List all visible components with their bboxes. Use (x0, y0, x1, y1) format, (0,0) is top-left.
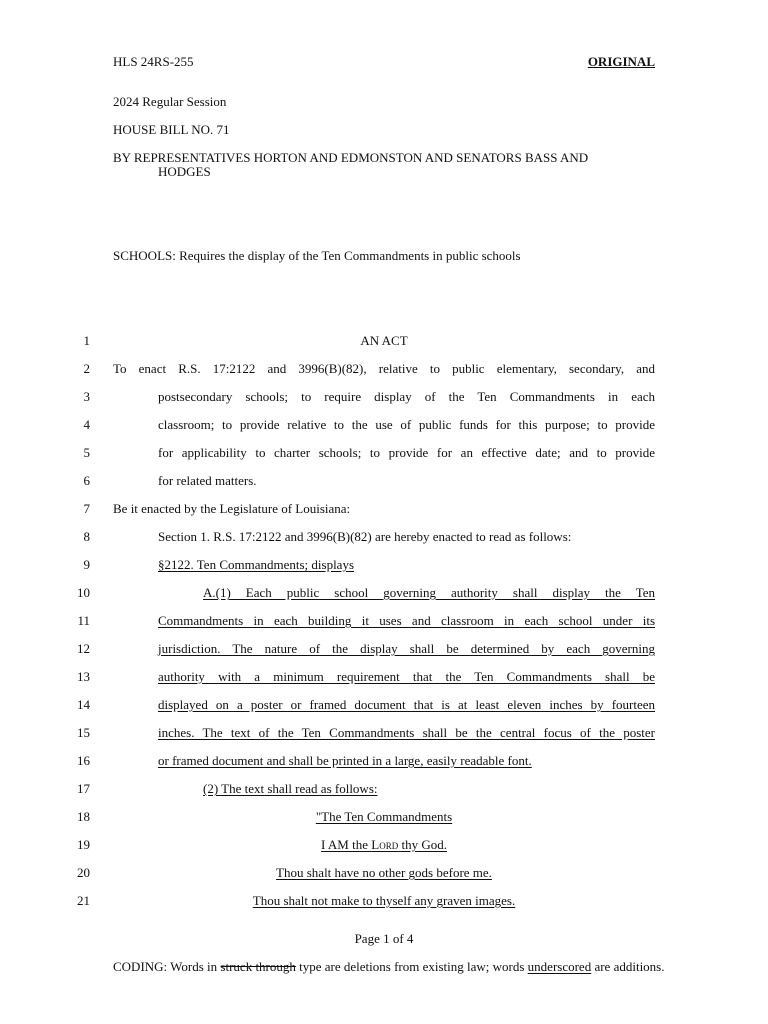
line-number: 16 (77, 753, 90, 768)
bill-line (0, 613, 768, 633)
line-number: 13 (77, 669, 90, 684)
page-number: Page 1 of 4 (354, 931, 414, 946)
line-text: postsecondary schools; to require display of the Ten Commandments in each (158, 389, 655, 404)
line-text: for applicability to charter schools; to provide for an effective date; and to provide (158, 445, 655, 460)
line-number: 14 (77, 697, 90, 712)
bill-line (0, 837, 768, 857)
line-number: 20 (77, 865, 90, 880)
commandment-line (113, 837, 655, 853)
bill-line (0, 417, 768, 437)
bill-line (0, 473, 768, 493)
bill-line (0, 893, 768, 913)
commandment-line (113, 865, 655, 881)
bill-line (0, 697, 768, 717)
line-number: 5 (83, 445, 90, 460)
line-number: 10 (77, 585, 90, 600)
sponsors-line-1: BY REPRESENTATIVES HORTON AND EDMONSTON AND SENATORS BASS AND (113, 150, 589, 165)
bill-line (0, 529, 768, 549)
bill-line (0, 557, 768, 577)
line-number: 17 (77, 781, 90, 796)
line-number: 15 (77, 725, 90, 740)
bill-line (0, 753, 768, 773)
act-heading: AN ACT (360, 333, 408, 348)
version-label: ORIGINAL (587, 54, 655, 69)
commandments-title: "The Ten Commandments (315, 809, 453, 824)
coding-prefix: CODING: Words in (113, 959, 221, 974)
commandment-text-a (321, 837, 447, 852)
commandment-text: Thou shalt have no other gods before me. (276, 865, 492, 880)
line-text: To enact R.S. 17:2122 and 3996(B)(82), relative to public elementary, secondary, and (113, 361, 655, 376)
line-number: 1 (83, 333, 90, 348)
line-text: A.(1) Each public school governing authority shall display the Ten (203, 585, 655, 600)
bill-line (0, 669, 768, 689)
line-number: 12 (77, 641, 90, 656)
bill-line (0, 781, 768, 801)
commandment-text-after: thy God. (398, 837, 447, 852)
bill-line (0, 501, 768, 521)
line-text: inches. The text of the Ten Commandments shall be the central focus of the poster (158, 725, 655, 740)
bill-line (0, 445, 768, 465)
bill-line (0, 389, 768, 409)
line-number: 6 (83, 473, 90, 488)
bill-line (0, 865, 768, 885)
line-text: classroom; to provide relative to the use of public funds for this purpose; to provide (158, 417, 655, 432)
coding-suffix: are additions. (591, 959, 665, 974)
line-number: 9 (83, 557, 90, 572)
line-text: for related matters. (158, 473, 257, 488)
line-text: Be it enacted by the Legislature of Louisiana: (113, 501, 351, 516)
section-heading: §2122. Ten Commandments; displays (158, 557, 355, 572)
commandment-line (113, 893, 655, 909)
bill-line (0, 641, 768, 661)
line-number: 8 (83, 529, 90, 544)
line-number: 21 (77, 893, 90, 908)
lord-small-caps: Lord (371, 837, 399, 852)
line-number: 19 (77, 837, 90, 852)
commandment-text: Thou shalt not make to thyself any graven images. (252, 893, 516, 908)
bill-number: HOUSE BILL NO. 71 (113, 122, 230, 137)
sponsors-line-2: HODGES (158, 164, 211, 179)
bill-line (0, 333, 768, 353)
bill-line (0, 361, 768, 381)
bill-line (0, 725, 768, 745)
coding-note (113, 960, 673, 973)
line-text: Commandments in each building it uses and classroom in each school under its (158, 613, 655, 628)
line-number: 3 (83, 389, 90, 404)
commandment-text-before: I AM the (321, 837, 372, 852)
line-text: Section 1. R.S. 17:2122 and 3996(B)(82) are hereby enacted to read as follows: (158, 529, 572, 544)
commandments-title-wrap (113, 809, 655, 825)
line-text: displayed on a poster or framed document that is at least eleven inches by fourteen (158, 697, 655, 712)
line-text: (2) The text shall read as follows: (203, 781, 378, 796)
line-text: or framed document and shall be printed in a large, easily readable font. (158, 753, 532, 768)
coding-struck: struck through (220, 959, 296, 974)
bill-summary: SCHOOLS: Requires the display of the Ten Commandments in public schools (113, 248, 521, 263)
session-label: 2024 Regular Session (113, 94, 227, 109)
coding-underscored: underscored (527, 959, 592, 974)
line-number: 7 (83, 501, 90, 516)
bill-line (0, 809, 768, 829)
line-number: 2 (83, 361, 90, 376)
coding-middle: type are deletions from existing law; words (295, 959, 528, 974)
bill-line (0, 585, 768, 605)
line-number: 4 (83, 417, 90, 432)
line-number: 11 (77, 613, 90, 628)
line-number: 18 (77, 809, 90, 824)
bill-code: HLS 24RS-255 (113, 54, 194, 69)
line-text: jurisdiction. The nature of the display shall be determined by each governing (158, 641, 655, 656)
line-text: authority with a minimum requirement that the Ten Commandments shall be (158, 669, 655, 684)
